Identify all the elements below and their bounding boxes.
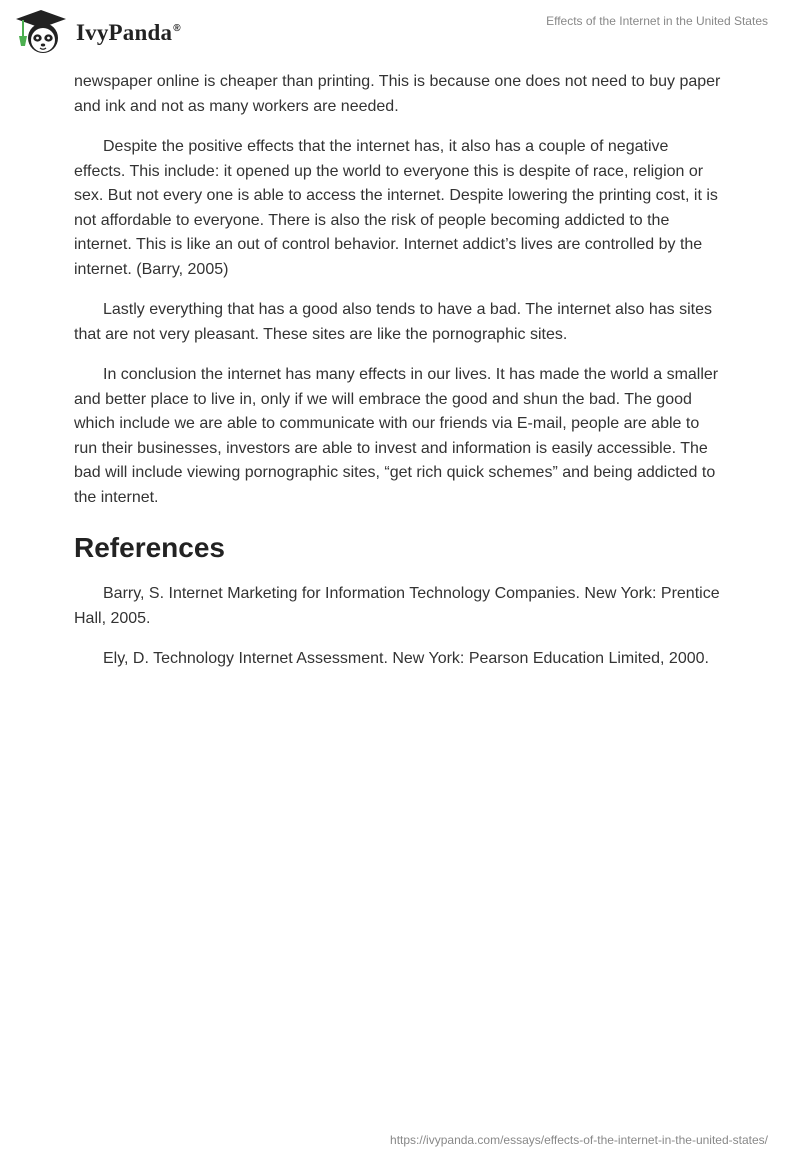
page-header xyxy=(0,0,800,64)
body-paragraph: In conclusion the internet has many effects in our lives. It has made the world a smaller and better place to live in, only if we will embrace the good and shun the bad. The good which include we are able to communicate with our friends via E-mail, people are able to run their businesses, investors are able to invest and information is easily accessible. The bad will include viewing pornographic sites, “get rich quick schemes” and being addicted to the internet. xyxy=(74,366,719,506)
body-paragraph: Despite the positive effects that the internet has, it also has a couple of negative effects. This include: it opened up the world to everyone this is despite of race, religion or sex. But not every one is able to access the internet. Despite lowering the printing cost, it is not affordable to everyone. There is also the risk of people becoming addicted to the internet. This is like an out of control behavior. Internet addict’s lives are controlled by the internet. (Barry, 2005) xyxy=(74,138,718,278)
footer-source-url[interactable]: https://ivypanda.com/essays/effects-of-the-internet-in-the-united-states/ xyxy=(390,1133,768,1147)
document-title: Effects of the Internet in the United States xyxy=(546,14,768,28)
panda-mortarboard-icon xyxy=(14,8,68,56)
registered-mark: ® xyxy=(173,23,181,35)
reference-entry: Barry, S. Internet Marketing for Information Technology Companies. New York: Prentice Hall, 2005. xyxy=(74,585,720,627)
brand-name: IvyPanda® xyxy=(76,20,181,45)
essay-content xyxy=(74,70,724,688)
references-heading: References xyxy=(74,532,225,563)
brand-logo[interactable] xyxy=(14,8,181,56)
body-paragraph: Lastly everything that has a good also tends to have a bad. The internet also has sites that are not very pleasant. These sites are like the pornographic sites. xyxy=(74,301,712,343)
body-paragraph: newspaper online is cheaper than printing. This is because one does not need to buy paper and ink and not as many workers are needed. xyxy=(74,73,721,115)
reference-entry: Ely, D. Technology Internet Assessment. New York: Pearson Education Limited, 2000. xyxy=(103,650,709,667)
